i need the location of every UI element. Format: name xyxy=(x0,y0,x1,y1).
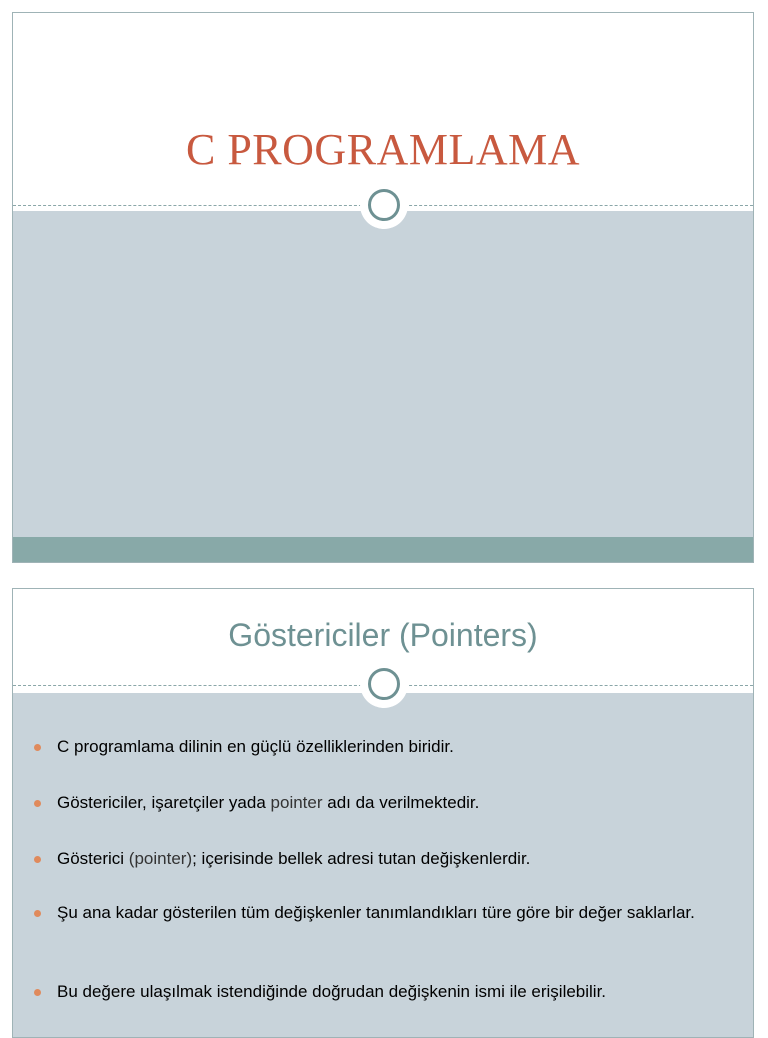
slide-pointers xyxy=(12,588,754,1038)
bullet-dot-icon xyxy=(34,856,41,863)
bullet-dot-icon xyxy=(34,800,41,807)
list-item xyxy=(13,847,570,870)
circle-ornament-icon xyxy=(360,181,408,229)
list-item xyxy=(13,735,494,758)
content-area xyxy=(13,211,753,537)
list-item xyxy=(13,980,646,1003)
list-item xyxy=(13,901,735,924)
bullet-text: Göstericiler, işaretçiler yada xyxy=(57,793,271,812)
bullet-text: Gösterici xyxy=(57,849,129,868)
bullet-highlight: (pointer) xyxy=(128,849,193,868)
footer-bar xyxy=(13,537,753,563)
bullet-text: adı da verilmektedir. xyxy=(322,793,480,812)
bullet-dot-icon xyxy=(34,910,41,917)
bullet-text: Şu ana kadar gösterilen tüm değişkenler tanımlandıkları türe göre bir değer saklarlar. xyxy=(57,903,695,922)
bullet-text: C programlama dilinin en güçlü özelliklerinden biridir. xyxy=(57,737,454,756)
slide-heading: Göstericiler (Pointers) xyxy=(228,617,538,653)
slide-title xyxy=(12,12,754,563)
bullet-highlight: pointer xyxy=(270,793,323,812)
circle-ornament-icon xyxy=(360,660,408,708)
bullet-dot-icon xyxy=(34,989,41,996)
bullet-text: ; içerisinde bellek adresi tutan değişkenlerdir. xyxy=(192,849,531,868)
list-item xyxy=(13,791,519,814)
slide-title-text: C PROGRAMLAMA xyxy=(185,125,580,174)
bullet-text: Bu değere ulaşılmak istendiğinde doğrudan değişkenin ismi ile erişilebilir. xyxy=(57,982,607,1001)
title-area xyxy=(13,13,753,205)
bullet-dot-icon xyxy=(34,744,41,751)
